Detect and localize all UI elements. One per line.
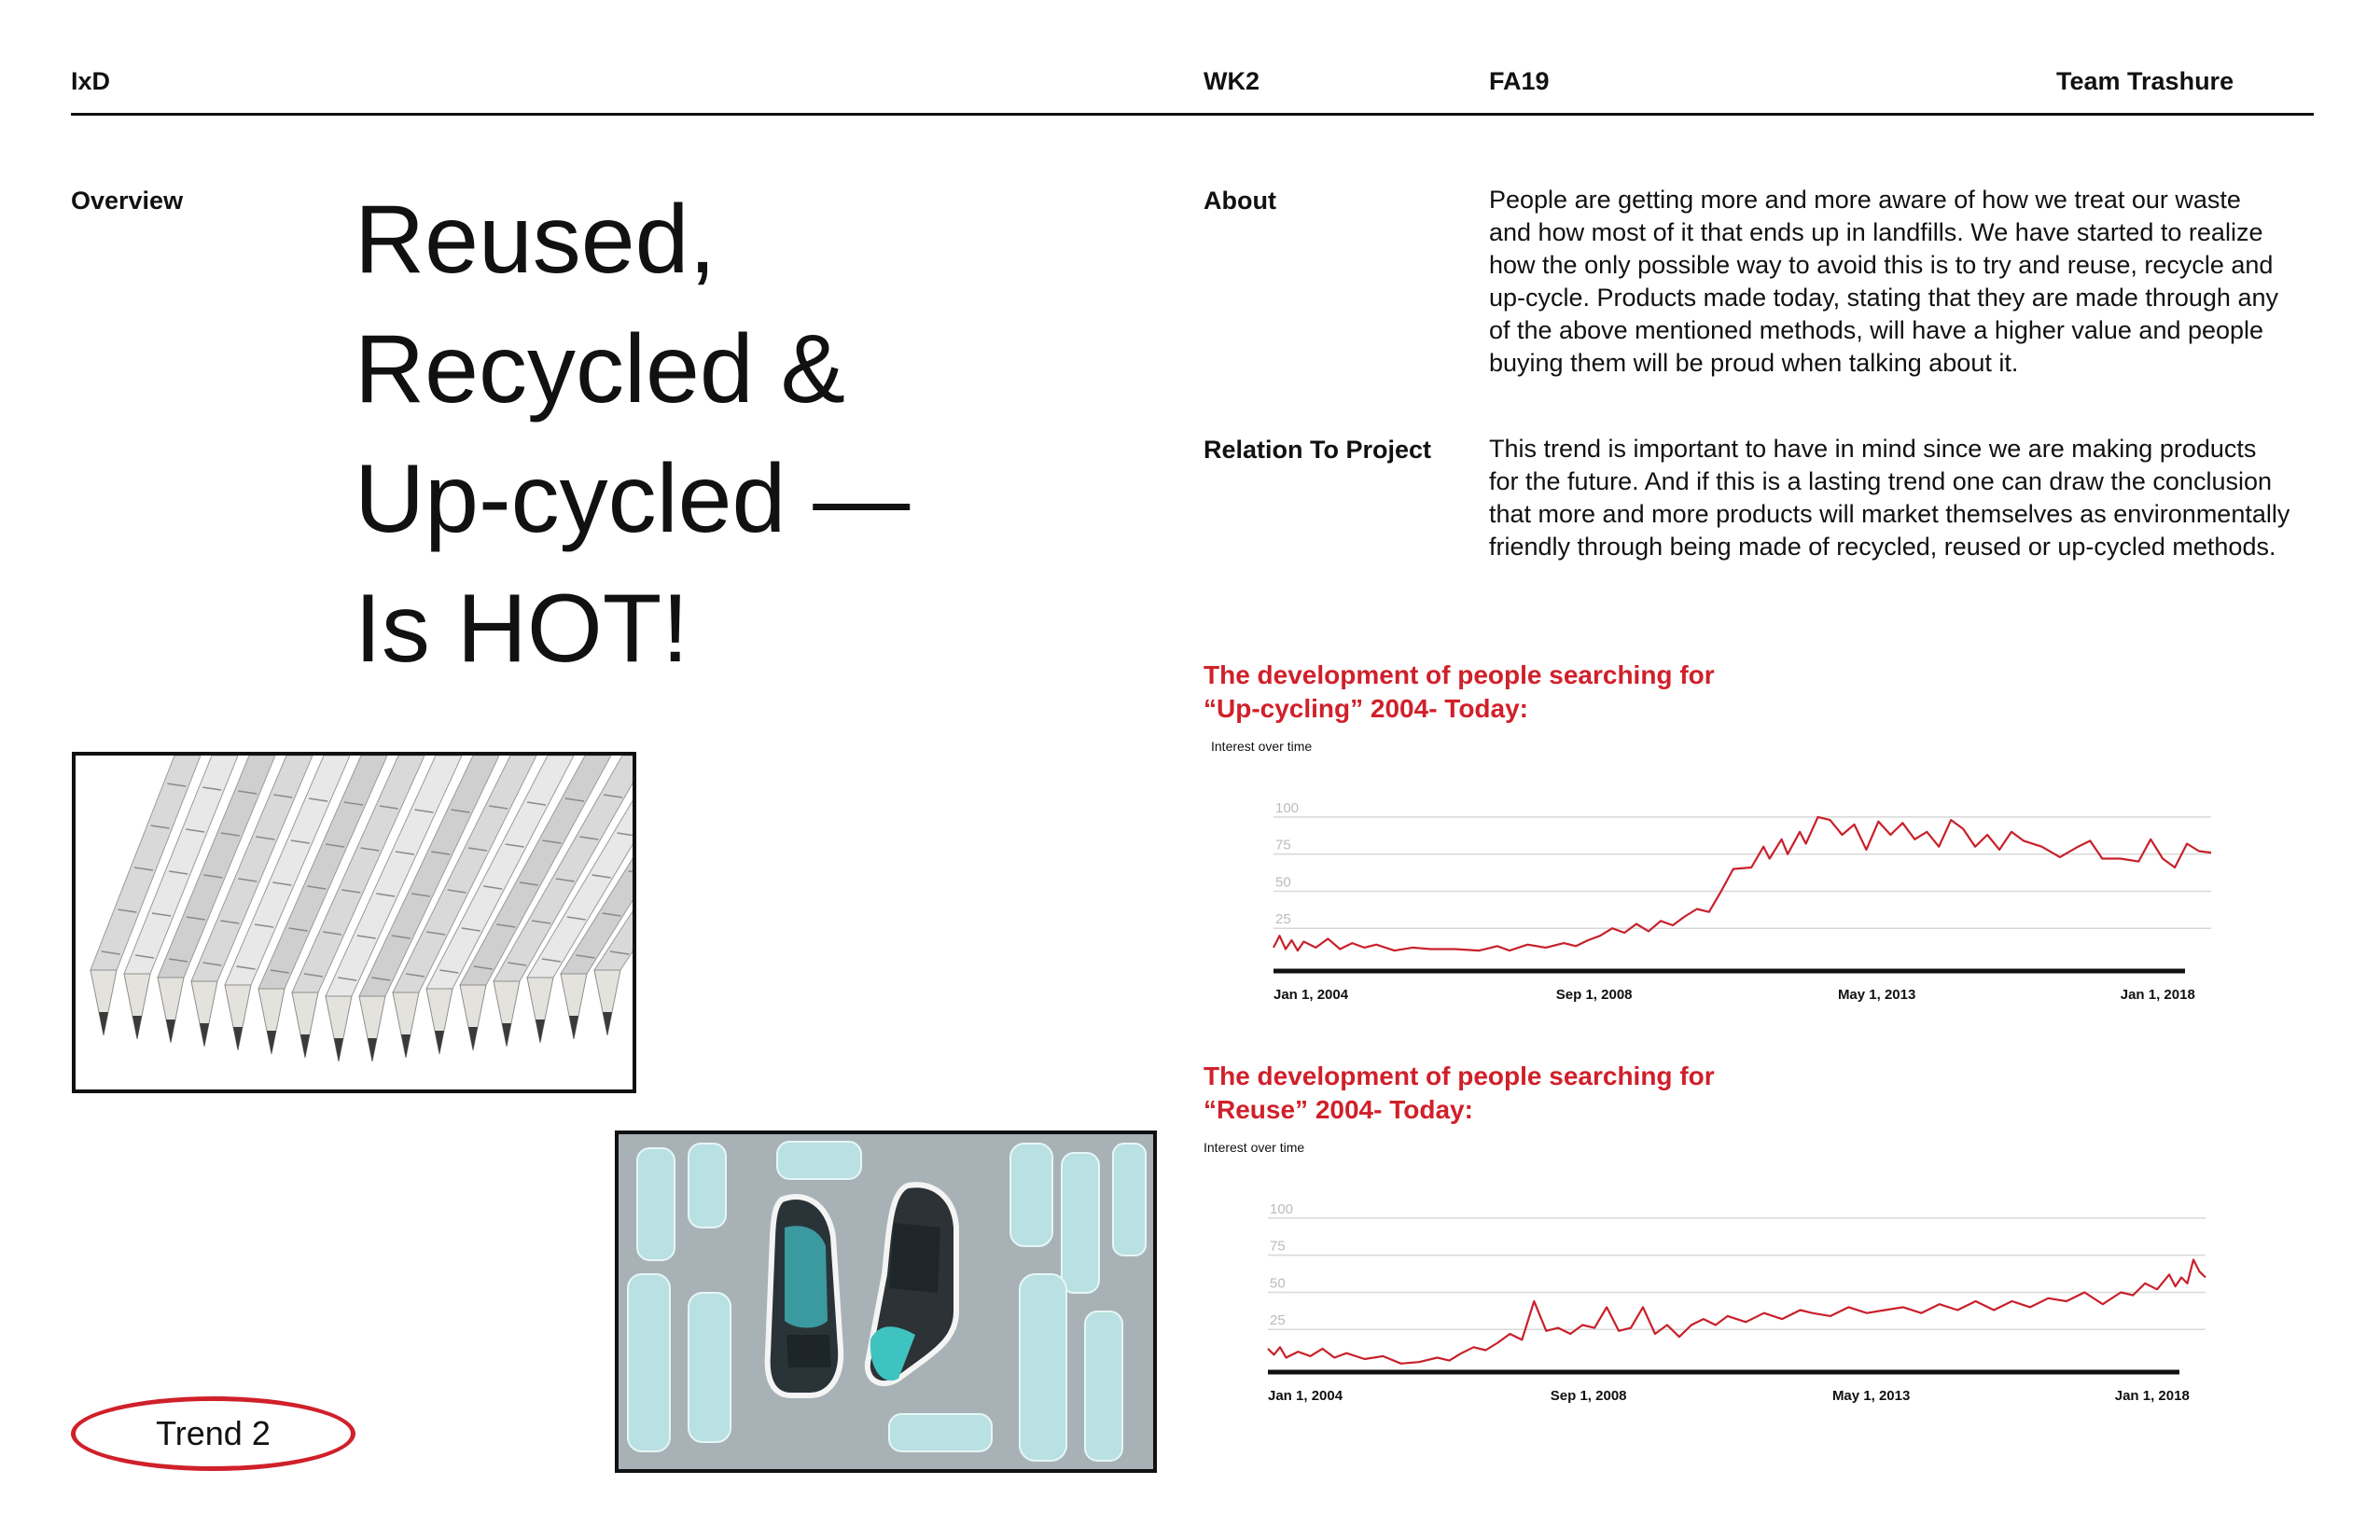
chart-reuse: [1245, 1185, 2234, 1408]
title-line: Is HOT!: [355, 575, 689, 683]
header-rule: [71, 113, 2314, 116]
relation-line: friendly through being made of recycled, reused or up-cycled methods.: [1489, 533, 2276, 561]
relation-line: that more and more products will market themselves as environmentally: [1489, 500, 2290, 528]
trend-badge: Trend 2: [71, 1396, 355, 1471]
team-label: Team Trashure: [2056, 67, 2234, 95]
x-tick-label: Jan 1, 2004: [1268, 1388, 1343, 1404]
x-tick-label: Jan 1, 2018: [2120, 987, 2195, 1003]
recycled-plastic-shoes-photo: [615, 1131, 1157, 1473]
week-label: WK2: [1204, 67, 1260, 95]
relation-line: This trend is important to have in mind since we are making products: [1489, 435, 2257, 463]
relation-text: [1489, 433, 2338, 563]
y-tick-label: 100: [1275, 799, 1300, 816]
x-tick-label: Jan 1, 2004: [1274, 987, 1349, 1003]
y-tick-label: 25: [1270, 1312, 1286, 1329]
chart1-subtitle: Interest over time: [1211, 739, 1313, 754]
title-line: Recycled &: [355, 315, 845, 423]
shoe-left: [768, 1197, 842, 1395]
series-line: [1268, 1260, 2206, 1364]
newspaper-pencils-photo: [72, 752, 636, 1093]
bottle-outline: [1020, 1274, 1066, 1461]
x-tick-label: May 1, 2013: [1831, 1388, 1911, 1404]
relation-label: Relation To Project: [1204, 436, 1432, 464]
term-label: FA19: [1489, 67, 1550, 95]
bottle-outline: [777, 1142, 861, 1179]
y-tick-label: 25: [1275, 911, 1291, 928]
bottle-outline: [689, 1293, 731, 1442]
x-tick-label: Jan 1, 2018: [2114, 1388, 2190, 1404]
bottle-outline: [628, 1274, 670, 1451]
chart2-subtitle: Interest over time: [1204, 1140, 1305, 1155]
title-line: Up-cycled —: [355, 445, 911, 553]
series-line: [1274, 817, 2211, 950]
about-line: buying them will be proud when talking about it.: [1489, 349, 2019, 377]
about-line: People are getting more and more aware of how we treat our waste: [1489, 186, 2241, 214]
chart2-title: [1204, 1060, 1715, 1127]
bottle-outline: [1062, 1153, 1099, 1293]
chart1-title-line: “Up-cycling” 2004- Today:: [1204, 694, 1529, 723]
x-tick-label: May 1, 2013: [1837, 987, 1916, 1003]
x-tick-label: Sep 1, 2008: [1555, 987, 1633, 1003]
bottle-outline: [1010, 1144, 1052, 1246]
bottle-outline: [689, 1144, 726, 1228]
bottle-outline: [889, 1414, 992, 1451]
chart2-title-line: The development of people searching for: [1204, 1061, 1715, 1090]
pencils-illustration: [76, 756, 633, 1089]
chart1-title-line: The development of people searching for: [1204, 660, 1715, 689]
about-line: and how most of it that ends up in landfills. We have started to realize: [1489, 218, 2263, 246]
bottle-outline: [637, 1148, 675, 1260]
chart-upcycling: [1250, 784, 2239, 1007]
y-tick-label: 50: [1270, 1275, 1286, 1292]
title-line: Reused,: [355, 186, 717, 294]
about-text: [1489, 184, 2338, 380]
bottle-outline: [1085, 1311, 1122, 1461]
chart2-title-line: “Reuse” 2004- Today:: [1204, 1095, 1473, 1124]
about-line: how the only possible way to avoid this is to try and reuse, recycle and: [1489, 251, 2274, 279]
y-tick-label: 75: [1275, 837, 1291, 853]
overview-title: [355, 175, 910, 694]
about-label: About: [1204, 187, 1276, 215]
overview-label: Overview: [71, 187, 184, 215]
about-line: of the above mentioned methods, will have a higher value and people: [1489, 316, 2264, 344]
y-tick-label: 50: [1275, 874, 1291, 891]
relation-line: for the future. And if this is a lasting trend one can draw the conclusion: [1489, 467, 2272, 495]
chart1-title: [1204, 659, 1715, 726]
y-tick-label: 75: [1270, 1238, 1286, 1255]
shoes-illustration: [619, 1134, 1153, 1469]
course-label: IxD: [71, 67, 111, 95]
about-line: up-cycle. Products made today, stating that they are made through any: [1489, 284, 2278, 312]
y-tick-label: 100: [1270, 1200, 1294, 1217]
x-tick-label: Sep 1, 2008: [1550, 1388, 1627, 1404]
bottle-outline: [1113, 1144, 1146, 1256]
